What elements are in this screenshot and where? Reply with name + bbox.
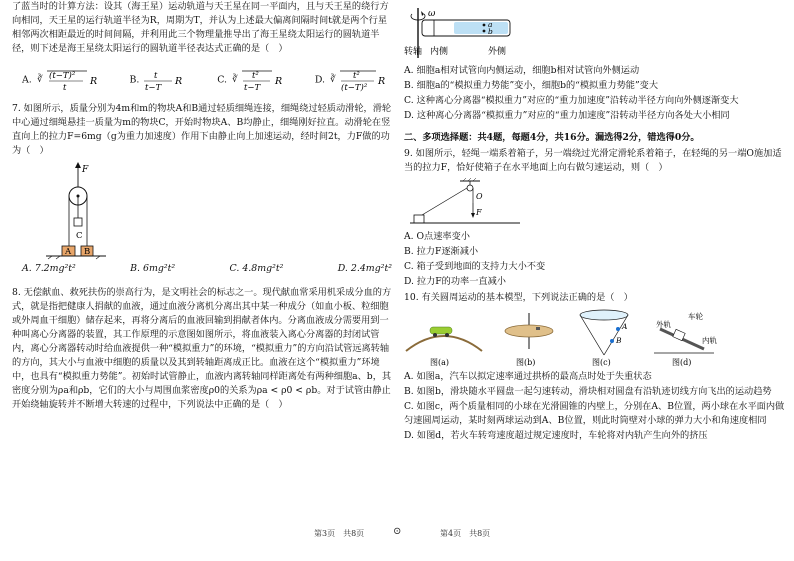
q8-option-c: C. 这种离心分离器“模拟重力”对应的“重力加速度”沿转动半径方向向外侧逐渐变大	[404, 94, 739, 106]
q9-option-b: B. 拉力F逐渐减小	[404, 245, 479, 257]
right-page	[404, 0, 786, 444]
svg-text:R: R	[89, 75, 97, 87]
q8-label-omega: ω	[428, 9, 436, 19]
svg-text:R: R	[377, 75, 386, 87]
q9-option-a: A. O点速率变小	[404, 230, 470, 242]
fig-b-label: 图(b)	[516, 357, 536, 367]
svg-text:R: R	[275, 75, 283, 87]
q6-options	[22, 64, 392, 96]
fig-d-label: 图(d)	[672, 357, 692, 367]
q7-option-b: B. 6mg²t²	[130, 262, 176, 274]
svg-text:t−T: t−T	[244, 82, 261, 93]
q9-label-f: F	[476, 207, 482, 217]
footer-left: 第3页 共8页	[314, 529, 365, 538]
footer-right: 第4页 共8页	[440, 529, 491, 538]
q6-text: 了蓝当时的计算方法：设其（海王星）运动轨道与天王星在同一平面内，且与天王星的绕行方向相同，天王星的运行轨道半径为R，周期为T，并认为上述最大偏离间隔时间t就是两个行星相邻两次相距最近的时间间隔，并利用此三个物理量推导出了海王星绕太阳运行的圆轨道半径，则下述是海王星绕太阳运行的圆轨道半径表达式正确的是（ ）	[12, 1, 389, 54]
q9-text: 9. 如图所示，轻绳一端系着箱子，另一端绕过光滑定滑轮系着箱子，在轻绳的另一端O施加适当的拉力F，恰好使箱子在水平地面上向右做匀速运动，则（ ）	[404, 147, 782, 173]
q8-option-a: A. 细胞a相对试管向内侧运动，细胞b相对试管向外侧运动	[404, 65, 640, 76]
q7-label-f: F	[82, 164, 89, 175]
q9-option-c: C. 箱子受到地面的支持力大小不变	[404, 260, 546, 272]
q9-option-d: D. 拉力F的功率一直减小	[404, 275, 506, 287]
q6-option-a: A. ∛ (t−T)² t R	[22, 66, 105, 94]
formula-b-icon	[142, 66, 192, 94]
q7-label-b: B	[84, 246, 91, 257]
svg-text:R: R	[175, 75, 183, 87]
svg-text:∛: ∛	[329, 74, 336, 85]
box-rope-figure	[408, 177, 528, 229]
q8-label-inner: 内侧	[430, 47, 449, 57]
formula-a-icon	[35, 66, 105, 94]
q10-text: 10. 有关圆周运动的基本模型，下列说法正确的是（ ）	[404, 291, 633, 303]
q8-option-b: B. 细胞a的“模拟重力势能”变小，细胞b的“模拟重力势能”变大	[404, 79, 659, 91]
svg-text:t: t	[62, 82, 67, 93]
svg-text:t: t	[154, 70, 158, 81]
q7-option-c: C. 4.8mg²t²	[229, 262, 284, 274]
q10-option-d: D. 如图d，若火车转弯速度超过规定速度时，车轮将对内轨产生向外的挤压	[404, 429, 708, 441]
svg-text:t²: t²	[352, 70, 360, 81]
q9-label-o: O	[476, 191, 483, 201]
svg-text:(t−T)²: (t−T)²	[48, 70, 75, 81]
q10-option-a: A. 如图a，汽车以拟定速率通过拱桥的最高点时处于失重状态	[404, 370, 652, 382]
svg-text:∛: ∛	[232, 74, 238, 85]
q8-label-b: b	[488, 27, 493, 36]
q8-option-d: D. 这种离心分离器“模拟重力”对应的“重力加速度”沿转动半径方向各处大小相同	[404, 109, 730, 121]
svg-text:t−T: t−T	[145, 82, 162, 93]
q8-text: 8. 无偿献血、救死扶伤的崇高行为，是文明社会的标志之一。现代献血常采用机采成分血的方式，就是指把健康人捐献的血液，通过血液分离机分离出其中某一种成分（如血小板、粒细胞或外周血干细胞）储存起来，再将分离后的血液回输到捐献者体内。分离血液成分需要用到一种叫离心分离器的装置，其工作原理的示意图如图所示，将血液装入离心分离器的封闭试管内，离心分离器转动时给血液提供一种“模拟重力”的环境，“模拟重力”的方向沿试管远离转轴的方向，其大小与血液中细胞的质量以及其到转轴距离成正比。血液在这个“模拟重力”环境中，也具有“模拟重力势能”。初始时试管静止，血液内离转轴同样距离处有两种细胞a、b，其密度分别为ρa和ρb，它们的大小与周围血浆密度ρ0的关系为ρa < ρ0 < ρb。对于试管由静止开始绕轴旋转并不断增大转速的过程中，下列说法中正确的是（ ）	[12, 287, 392, 411]
q7-label-c: C	[76, 230, 83, 241]
q8-label-axis: 转轴	[404, 47, 423, 57]
page-divider	[397, 0, 398, 561]
pulley-figure	[32, 160, 112, 260]
svg-text:t²: t²	[252, 70, 259, 81]
fig-c-label-b: B	[616, 335, 622, 345]
q8-label-a: a	[488, 20, 493, 29]
q7-option-d: D. 2.4mg²t²	[337, 262, 392, 274]
q7-options	[22, 262, 392, 276]
q6-option-d: D. ∛ t² (t−T)² R	[315, 66, 392, 94]
circular-motion-figures	[404, 307, 784, 369]
formula-c-icon	[230, 66, 290, 94]
fig-d-label-inner: 内轨	[702, 335, 717, 345]
fig-d-label-outer: 外轨	[656, 319, 671, 329]
q7-label-a: A	[65, 246, 72, 257]
q7-text: 7. 如图所示，质量分别为4m和m的物块A和B通过轻质细绳连接，细绳绕过轻质动滑轮，滑轮中心通过细绳悬挂一质量为m的物块C，开始时物块A、B均静止，细绳刚好拉直。动滑轮在竖直向上的拉力F=6mg（g为重力加速度）作用下由静止向上加速运动，经时间2t，力F做的功为（ ）	[12, 102, 392, 156]
fig-a-label: 图(a)	[430, 357, 450, 367]
q10-option-b: B. 如图b，滑块随水平圆盘一起匀速转动，滑块相对圆盘有沿轨迹切线方向飞出的运动趋势	[404, 385, 772, 397]
q6-option-c: C. ∛ t² t−T R	[217, 66, 290, 94]
section2-title: 二、多项选择题：共4题，每题4分，共16分。漏选得2分，错选得0分。	[404, 131, 700, 143]
left-page	[12, 0, 392, 412]
q6-option-b: B. t t−T R	[130, 66, 193, 94]
fig-d-label-wheel: 车轮	[688, 311, 703, 321]
svg-text:∛: ∛	[36, 74, 43, 85]
fig-c-label: 图(c)	[592, 357, 611, 367]
q10-option-c: C. 如图c，两个质量相同的小球在光滑圆锥的内壁上，分别在A、B位置，两小球在水平面内做匀速圆周运动，某时刻两球运动到A、B位置，则此时筒壁对小球的弹力大小和角速度相同	[404, 400, 785, 426]
centrifuge-figure	[404, 2, 524, 62]
footer-center-mark: ⊙	[393, 526, 402, 537]
svg-text:(t−T)²: (t−T)²	[340, 82, 368, 93]
q7-option-a: A. 7.2mg²t²	[22, 262, 76, 274]
formula-d-icon	[328, 66, 392, 94]
fig-c-label-a: A	[622, 321, 628, 331]
q8-label-outer: 外侧	[488, 47, 507, 57]
